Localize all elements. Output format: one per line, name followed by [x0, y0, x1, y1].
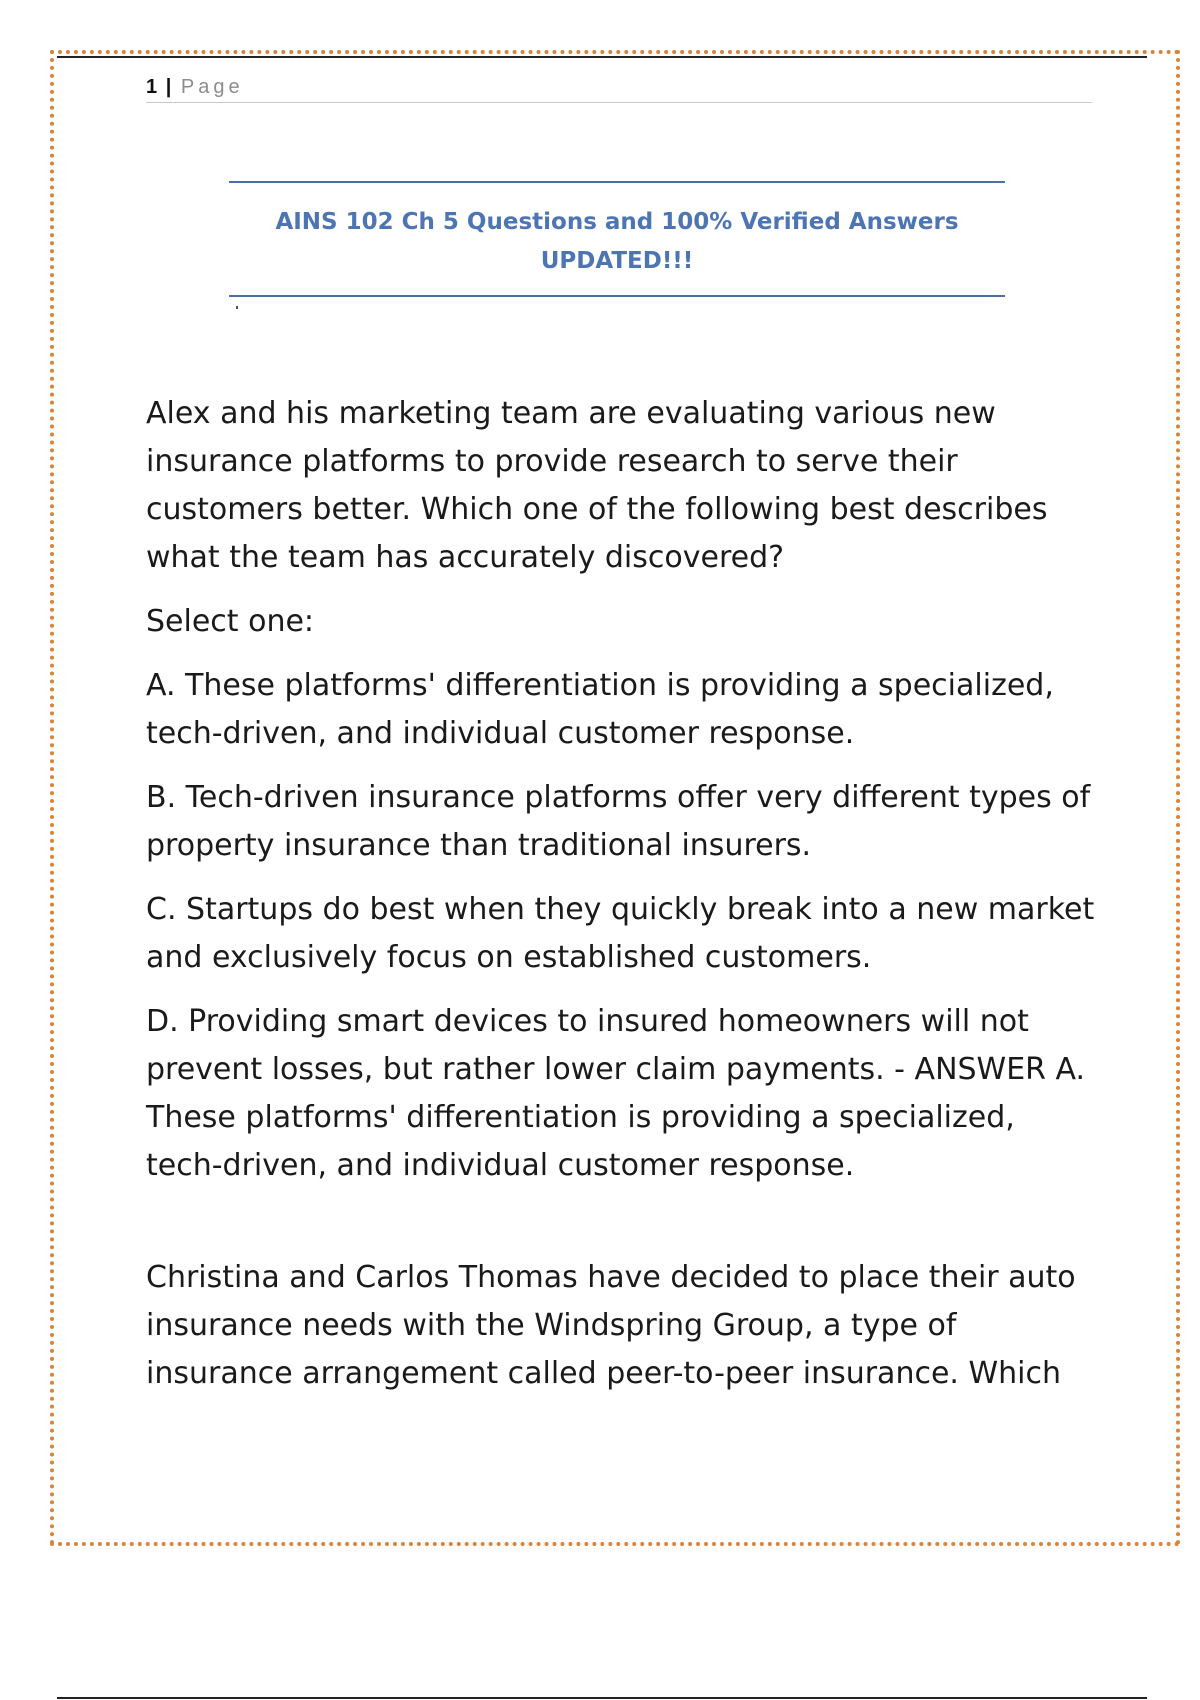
bottom-rule [57, 1697, 1147, 1699]
page-header [146, 74, 1092, 103]
question-1-option-c: C. Startups do best when they quickly break into a new market and exclusively focus on established customers. [146, 892, 1095, 975]
page-separator: | [165, 76, 172, 98]
document-body [146, 390, 1096, 1414]
question-2-stem: Christina and Carlos Thomas have decided to place their auto insurance needs with the Windspring Group, a type of insurance arrangement called peer-to-peer insurance. Which [146, 1260, 1076, 1391]
question-1-option-d-answer: D. Providing smart devices to insured homeowners will not prevent losses, but rather lower claim payments. - ANSWER A. These platforms' differentiation is providing a specialized, tech-driven, and individual customer response. [146, 1004, 1086, 1183]
title-line-2: UPDATED!!! [540, 248, 694, 274]
question-1-stem: Alex and his marketing team are evaluating various new insurance platforms to provide research to serve their customers better. Which one of the following best describes what the team has accurately discovered? [146, 396, 1048, 575]
top-rule [57, 56, 1147, 58]
title-line-1: AINS 102 Ch 5 Questions and 100% Verified Answers [275, 209, 959, 235]
question-1-option-a: A. These platforms' differentiation is providing a specialized, tech-driven, and individual customer response. [146, 668, 1054, 751]
stray-mark [236, 306, 238, 309]
page-label: Page [180, 76, 244, 98]
question-1-option-b: B. Tech-driven insurance platforms offer very different types of property insurance than traditional insurers. [146, 780, 1091, 863]
document-title [229, 181, 1005, 297]
question-1-prompt: Select one: [146, 604, 315, 639]
page-number: 1 [146, 76, 158, 98]
